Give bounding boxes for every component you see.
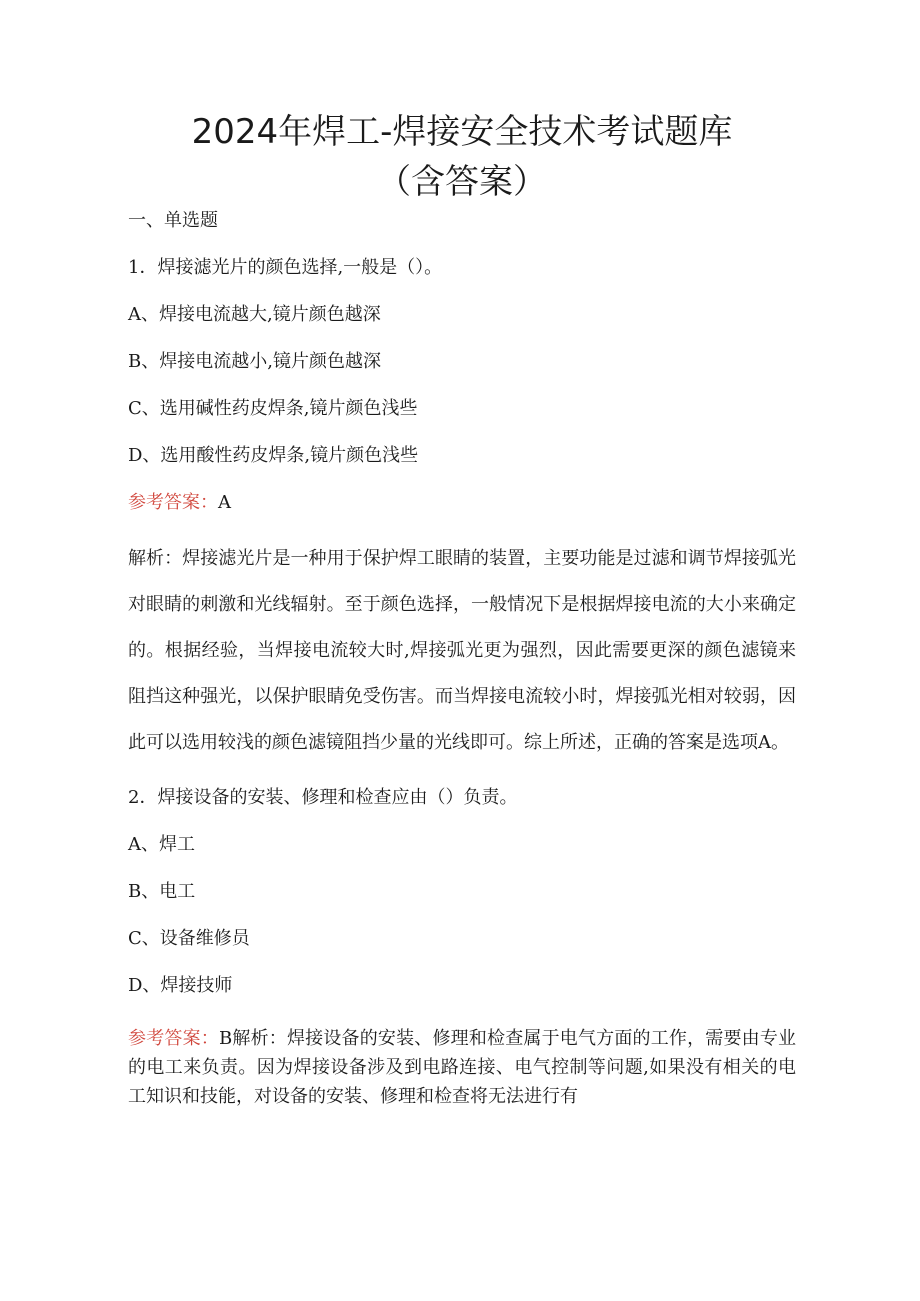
document-title [128, 0, 796, 207]
title-line-2: （含答案） [377, 162, 547, 202]
title-line-1: 2024年焊工-焊接安全技术考试题库 [191, 112, 733, 152]
option-b: B、焊接电流越小,镜片颜色越深 [128, 351, 381, 372]
answer-value: B [218, 1028, 233, 1049]
answer-label: 参考答案： [128, 492, 218, 513]
analysis-text: 解析：焊接滤光片是一种用于保护焊工眼睛的装置，主要功能是过滤和调节焊接弧光对眼睛的刺激和光线辐射。至于颜色选择，一般情况下是根据焊接电流的大小来确定的。根据经验，当焊接电流较大时,焊接弧光更为强烈，因此需要更深的颜色滤镜来阻挡这种强光，以保护眼睛免受伤害。而当焊接电流较小时，焊接弧光相对较弱，因此可以选用较浅的颜色滤镜阻挡少量的光线即可。综上所述，正确的答案是选项A。 [128, 548, 796, 753]
answer-value: A [218, 492, 231, 513]
question-block [128, 254, 796, 766]
answer-and-analysis [128, 1024, 796, 1111]
option-d: D、焊接技师 [128, 975, 233, 996]
option-c: C、设备维修员 [128, 928, 250, 949]
option-d: D、选用酸性药皮焊条,镜片颜色浅些 [128, 445, 419, 466]
question-stem: 1．焊接滤光片的颜色选择,一般是（）。 [128, 257, 443, 278]
question-block [128, 784, 796, 1111]
question-stem: 2．焊接设备的安装、修理和检查应由（）负责。 [128, 787, 518, 808]
answer-label: 参考答案： [128, 1028, 219, 1049]
answer [128, 489, 796, 517]
option-a: A、焊接电流越大,镜片颜色越深 [128, 304, 381, 325]
option-a: A、焊工 [128, 834, 195, 855]
section-heading: 一、单选题 [128, 210, 218, 231]
analysis-text: 解析：焊接设备的安装、修理和检查属于电气方面的工作，需要由专业的电工来负责。因为焊接设备涉及到电路连接、电气控制等问题,如果没有相关的电工知识和技能，对设备的安装、修理和检查将无法进行有 [128, 1028, 797, 1107]
option-c: C、选用碱性药皮焊条,镜片颜色浅些 [128, 398, 418, 419]
option-b: B、电工 [128, 881, 196, 902]
